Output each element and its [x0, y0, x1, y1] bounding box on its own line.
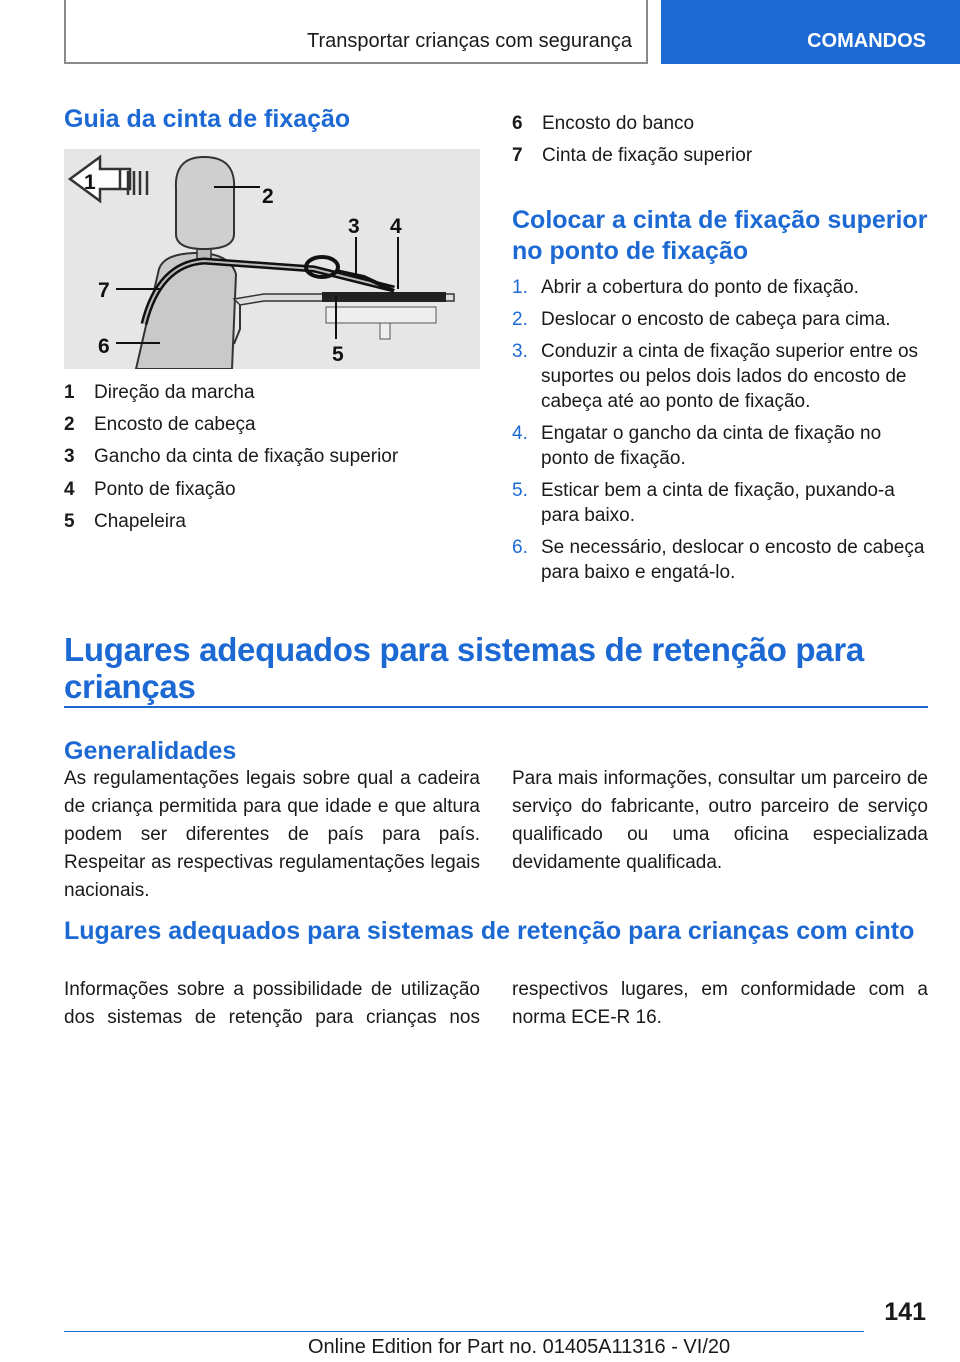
callout-3: 3 [348, 215, 360, 238]
legend-left [64, 382, 480, 543]
legend-item: 1 Direção da marcha [64, 382, 255, 403]
legend-item: 5 Chapeleira [64, 510, 186, 532]
callout-5: 5 [332, 343, 344, 366]
step-item: 2. Deslocar o encosto de cabeça para cima. [512, 309, 891, 330]
guide-heading: Guia da cinta de fixação [64, 105, 351, 133]
section-rule [64, 706, 928, 708]
legend-item: 3 Gancho da cinta de fixação superior [64, 446, 399, 468]
places-title: Lugares adequados para sistemas de retenção para crianças [64, 631, 864, 705]
general-section [64, 736, 928, 767]
legend-right [512, 113, 928, 177]
header-chapter-tab[interactable] [661, 0, 960, 64]
guide-section [64, 104, 480, 135]
footer-edition: Online Edition for Part no. 01405A11316 - VI/20 [308, 1336, 731, 1358]
belt-section [64, 916, 928, 947]
tether-diagram-svg [64, 149, 480, 369]
callout-6: 6 [98, 335, 110, 358]
callout-7: 7 [98, 279, 110, 302]
general-paragraph-right: Para mais informações, consultar um parceiro de serviço do fabricante, outro parceiro de serviço qualificado ou uma oficina especializada devidamente qualificada. [512, 768, 928, 873]
header-section-title: Transportar crianças com segurança [307, 30, 632, 52]
belt-paragraph: Informações sobre a possibilidade de utilização dos sistemas de retenção para crianças nos respectivos lugares, em conformidade com a norma ECE-R 16. [64, 979, 928, 1028]
callout-4: 4 [390, 215, 402, 238]
attach-heading: Colocar a cinta de fixação superior no ponto de fixação [512, 206, 928, 265]
header-chapter-label: COMANDOS [807, 30, 926, 52]
general-paragraph-left: As regulamentações legais sobre qual a cadeira de criança permitida para que idade e que altura podem ser diferentes de país para país. Respeitar as respectivas regulamentações legais nacionais. [64, 768, 480, 901]
legend-item: 2 Encosto de cabeça [64, 414, 256, 436]
step-item: 3. Conduzir a cinta de fixação superior entre os suportes ou pelos dois lados do encosto de cabeça até ao ponto de fixação. [512, 341, 919, 412]
headrest-shape [176, 157, 234, 249]
general-heading: Generalidades [64, 737, 237, 765]
legend-item: 7 Cinta de fixação superior [512, 145, 753, 167]
belt-paragraph-columns [64, 976, 928, 1032]
step-item: 1. Abrir a cobertura do ponto de fixação. [512, 277, 859, 298]
legend-item: 4 Ponto de fixação [64, 478, 236, 500]
page-number: 141 [884, 1298, 926, 1326]
callout-1: 1 [84, 171, 96, 194]
places-section [64, 631, 928, 705]
legend-item: 6 Encosto do banco [512, 113, 695, 134]
anchor-cover-shape [322, 292, 446, 302]
step-item: 4. Engatar o gancho da cinta de fixação no ponto de fixação. [512, 423, 882, 469]
step-item: 6. Se necessário, deslocar o encosto de cabeça para baixo e engatá-lo. [512, 537, 925, 583]
step-item: 5. Esticar bem a cinta de fixação, puxando-a para baixo. [512, 480, 895, 526]
belt-heading: Lugares adequados para sistemas de retenção para crianças com cinto [64, 917, 915, 945]
attach-section [512, 205, 928, 592]
header-section-box [64, 0, 648, 64]
callout-2: 2 [262, 185, 274, 208]
footer-rule [64, 1331, 864, 1332]
tether-guide-illustration [64, 149, 480, 369]
